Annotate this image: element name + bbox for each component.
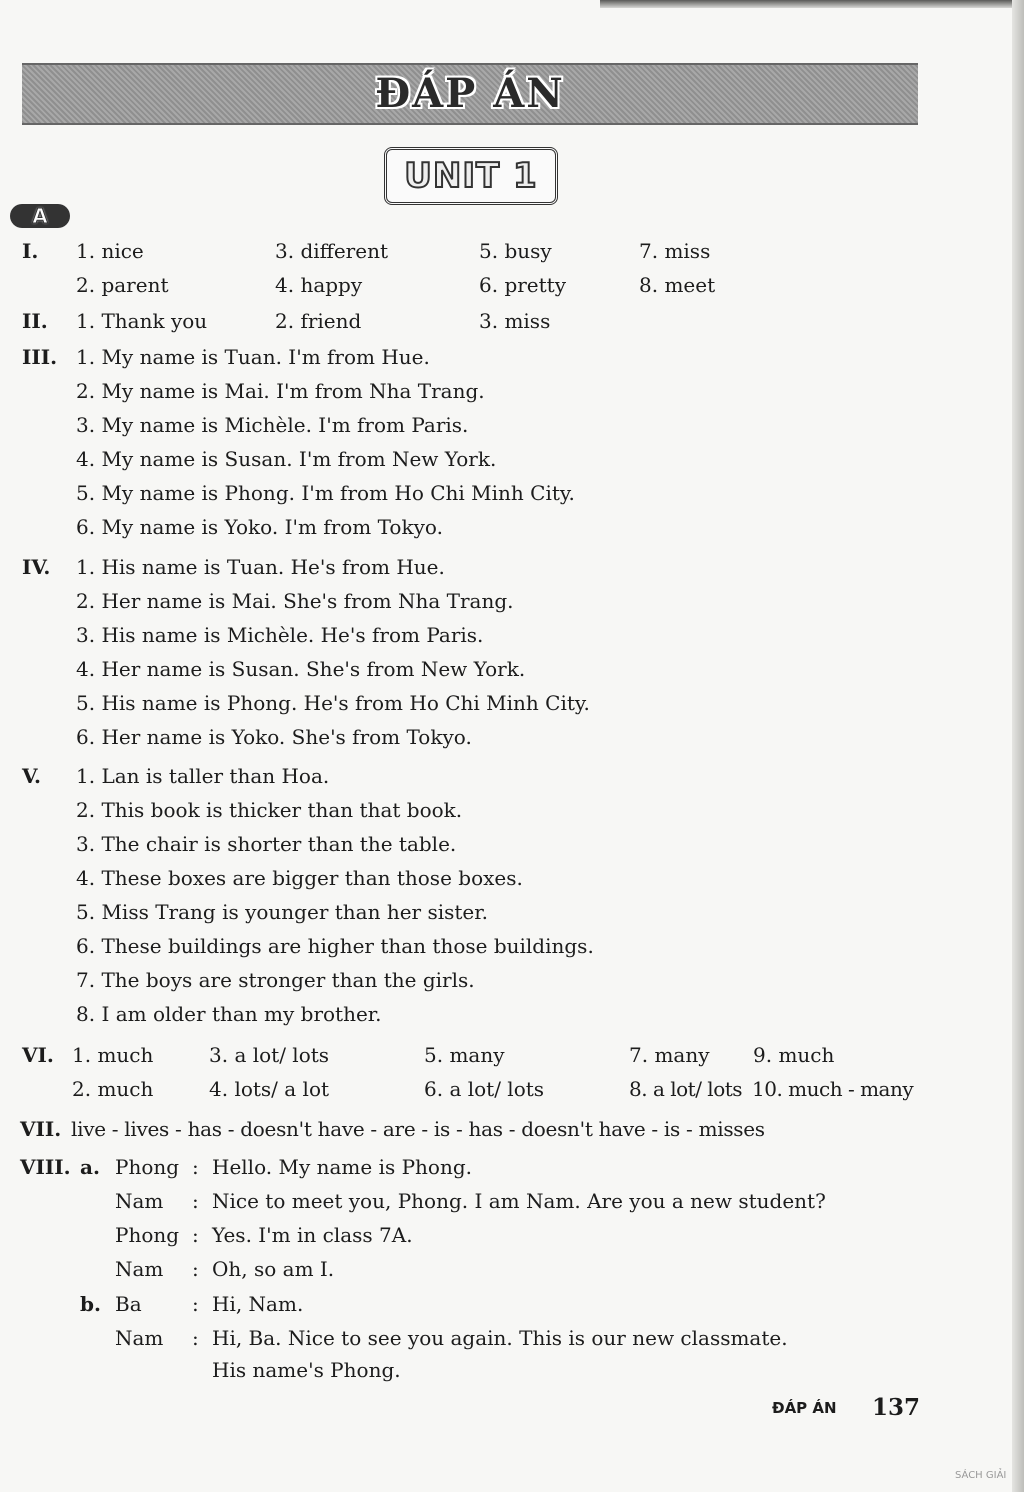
dialogue-speaker: Phong [115, 1223, 180, 1247]
answer-line: 1. Lan is taller than Hoa. [76, 764, 330, 788]
answer-item: 7. many [629, 1043, 710, 1067]
answer-item: 1. nice [76, 239, 144, 263]
publisher-logo: SÁCH GIẢI [955, 1470, 1007, 1481]
dialogue-colon: : [192, 1292, 199, 1316]
answer-item: 3. a lot/ lots [209, 1043, 330, 1067]
answer-item: 10. much - many [752, 1077, 914, 1101]
dialogue-speaker: Phong [115, 1155, 180, 1179]
dialogue-text: Hi, Ba. Nice to see you again. This is our new classmate. [212, 1326, 788, 1350]
answer-item: 9. much [753, 1043, 835, 1067]
answer-line: 6. Her name is Yoko. She's from Tokyo. [76, 725, 472, 749]
answer-item: 1. Thank you [76, 309, 208, 333]
answer-item: 6. a lot/ lots [424, 1077, 545, 1101]
answer-item: 1. much [72, 1043, 154, 1067]
page-number: 137 [872, 1394, 921, 1421]
unit-title: UNIT 1 [404, 156, 538, 196]
answer-item: 3. miss [479, 309, 551, 333]
page-top-edge [600, 0, 1024, 8]
answer-item: 5. busy [479, 239, 552, 263]
section-label: IV. [22, 555, 51, 579]
section-label: I. [22, 239, 39, 263]
dialogue-label: b. [80, 1292, 101, 1316]
dialogue-speaker: Ba [115, 1292, 142, 1316]
dialogue-text: His name's Phong. [212, 1358, 401, 1382]
answer-line: live - lives - has - doesn't have - are - is - has - doesn't have - is - misses [71, 1117, 765, 1141]
answer-item: 8. meet [639, 273, 716, 297]
dialogue-label: a. [80, 1155, 100, 1179]
section-label: VIII. [20, 1155, 71, 1179]
part-label: A [32, 204, 48, 228]
answer-item: 8. a lot/ lots [629, 1077, 743, 1101]
dialogue-speaker: Nam [115, 1257, 164, 1281]
answer-item: 2. parent [76, 273, 169, 297]
answer-line: 2. Her name is Mai. She's from Nha Trang. [76, 589, 514, 613]
answer-item: 2. much [72, 1077, 154, 1101]
section-label: VII. [20, 1117, 62, 1141]
section-label: V. [22, 764, 41, 788]
answer-item: 6. pretty [479, 273, 567, 297]
answer-item: 4. happy [275, 273, 363, 297]
answer-line: 6. These buildings are higher than those buildings. [76, 934, 594, 958]
dialogue-colon: : [192, 1326, 199, 1350]
dialogue-text: Oh, so am I. [212, 1257, 335, 1281]
dialogue-text: Hi, Nam. [212, 1292, 304, 1316]
answer-line: 8. I am older than my brother. [76, 1002, 382, 1026]
answer-line: 6. My name is Yoko. I'm from Tokyo. [76, 515, 443, 539]
answer-line: 2. This book is thicker than that book. [76, 798, 463, 822]
footer-label: ĐÁP ÁN [772, 1399, 837, 1417]
dialogue-speaker: Nam [115, 1189, 164, 1213]
page-title: ĐÁP ÁN [375, 70, 565, 117]
answer-line: 4. Her name is Susan. She's from New York. [76, 657, 526, 681]
answer-line: 1. My name is Tuan. I'm from Hue. [76, 345, 430, 369]
answer-banner [22, 63, 918, 125]
section-label: III. [22, 345, 58, 369]
answer-line: 3. The chair is shorter than the table. [76, 832, 457, 856]
answer-item: 2. friend [275, 309, 362, 333]
answer-line: 2. My name is Mai. I'm from Nha Trang. [76, 379, 485, 403]
page-right-edge [1012, 0, 1024, 1492]
answer-line: 1. His name is Tuan. He's from Hue. [76, 555, 445, 579]
part-badge [10, 204, 70, 228]
answer-line: 5. His name is Phong. He's from Ho Chi Minh City. [76, 691, 590, 715]
dialogue-colon: : [192, 1257, 199, 1281]
answer-line: 5. Miss Trang is younger than her sister. [76, 900, 488, 924]
dialogue-text: Yes. I'm in class 7A. [212, 1223, 413, 1247]
dialogue-colon: : [192, 1189, 199, 1213]
section-label: II. [22, 309, 48, 333]
dialogue-colon: : [192, 1223, 199, 1247]
dialogue-speaker: Nam [115, 1326, 164, 1350]
dialogue-text: Nice to meet you, Phong. I am Nam. Are you a new student? [212, 1189, 826, 1213]
answer-item: 3. different [275, 239, 388, 263]
answer-item: 4. lots/ a lot [209, 1077, 330, 1101]
answer-item: 5. many [424, 1043, 505, 1067]
answer-item: 7. miss [639, 239, 711, 263]
answer-line: 3. His name is Michèle. He's from Paris. [76, 623, 484, 647]
answer-line: 3. My name is Michèle. I'm from Paris. [76, 413, 469, 437]
dialogue-text: Hello. My name is Phong. [212, 1155, 473, 1179]
section-label: VI. [22, 1043, 54, 1067]
unit-heading [384, 147, 558, 205]
answer-line: 5. My name is Phong. I'm from Ho Chi Minh City. [76, 481, 575, 505]
answer-line: 7. The boys are stronger than the girls. [76, 968, 475, 992]
dialogue-colon: : [192, 1155, 199, 1179]
answer-line: 4. My name is Susan. I'm from New York. [76, 447, 497, 471]
answer-line: 4. These boxes are bigger than those boxes. [76, 866, 523, 890]
